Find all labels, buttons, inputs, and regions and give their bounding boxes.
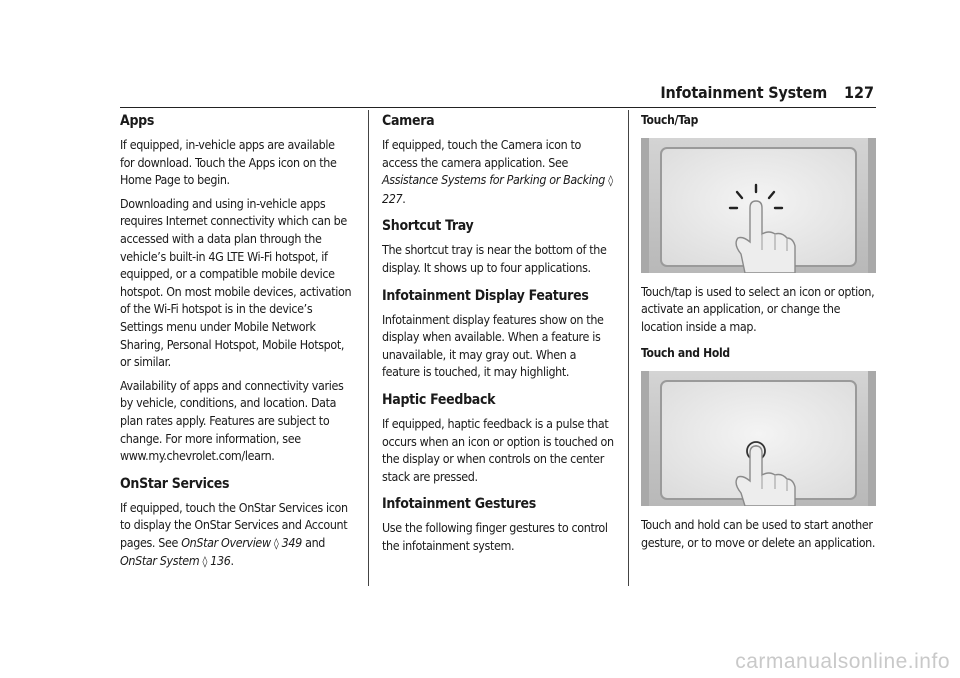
page-ref-arrow-icon: ◊ [608,174,613,188]
onstar-text: If equipped, touch the OnStar Services icon to display the OnStar Services and Account pages. See [120,499,348,550]
column-2 [382,112,614,561]
header-title: Infotainment System [660,83,827,102]
shortcut-tray-paragraph: The shortcut tray is near the bottom of the display. It shows up to four applications. [382,242,607,275]
touch-hold-label: Touch and Hold [641,346,730,361]
camera-paragraph [382,136,614,207]
onstar-system-link[interactable]: OnStar System [120,553,200,569]
gestures-heading: Infotainment Gestures [382,496,536,513]
touch-tap-illustration [641,138,876,273]
column-divider-2 [628,110,629,586]
assistance-systems-link[interactable]: Assistance Systems for Parking or Backing [382,172,605,188]
page-ref-arrow-icon: ◊ [273,536,279,550]
column-3 [641,112,876,557]
camera-heading: Camera [382,113,435,129]
watermark: carmanualsonline.info [735,650,950,673]
camera-end: . [402,190,406,206]
column-divider-1 [368,110,369,586]
onstar-overview-page[interactable]: 349 [281,534,302,550]
onstar-paragraph [120,499,352,571]
onstar-overview-link[interactable]: OnStar Overview [181,534,271,550]
apps-heading: Apps [120,113,155,129]
display-features-paragraph: Infotainment display features show on the display when available. When a feature is unavailable, it may gray out. When a feature is touched, it may highlight. [382,311,604,380]
shortcut-tray-heading: Shortcut Tray [382,218,474,235]
touch-tap-paragraph: Touch/tap is used to select an icon or option, activate an application, or change the location inside a map. [641,283,875,334]
header-rule [120,107,876,108]
display-features-heading: Infotainment Display Features [382,287,589,304]
page-header [0,83,960,105]
assistance-systems-page[interactable]: 227 [382,190,403,206]
touch-hold-illustration [641,371,876,506]
column-1 [120,112,352,577]
onstar-system-page[interactable]: 136 [210,553,231,569]
touch-tap-label: Touch/Tap [641,113,699,127]
haptic-feedback-heading: Haptic Feedback [382,391,496,408]
apps-paragraph-1: If equipped, in-vehicle apps are available for download. Touch the Apps icon on the Home Page to begin. [120,137,337,188]
apps-paragraph-2: Downloading and using in-vehicle apps requires Internet connectivity which can be accessed with a data plan through the vehicle’s built-in 4G LTE Wi-Fi hotspot, if equipped, or a compatible mobile device hotspot. On most mobile devices, activation of the Wi-Fi hotspot is in the device’s Settings menu under Mobile Network Sharing, Personal Hotspot, Mobile Hotspot, or similar. [120,195,352,370]
haptic-feedback-paragraph: If equipped, haptic feedback is a pulse that occurs when an icon or option is touched on the display or when controls on the center stack are pressed. [382,415,614,484]
onstar-heading: OnStar Services [120,475,230,492]
touch-hold-paragraph: Touch and hold can be used to start another gesture, or to move or delete an application. [641,516,876,550]
onstar-and: and [305,534,326,550]
camera-text: If equipped, touch the Camera icon to access the camera application. See [382,137,582,170]
onstar-end: . [230,553,234,569]
page-ref-arrow-icon: ◊ [202,555,208,569]
gestures-paragraph: Use the following finger gestures to control the infotainment system. [382,520,608,553]
page-number: 127 [843,83,874,102]
apps-paragraph-3: Availability of apps and connectivity varies by vehicle, conditions, and location. Data plan rates apply. Features are subject to change. For more information, see www.my.chevrolet.com/learn. [120,377,344,464]
